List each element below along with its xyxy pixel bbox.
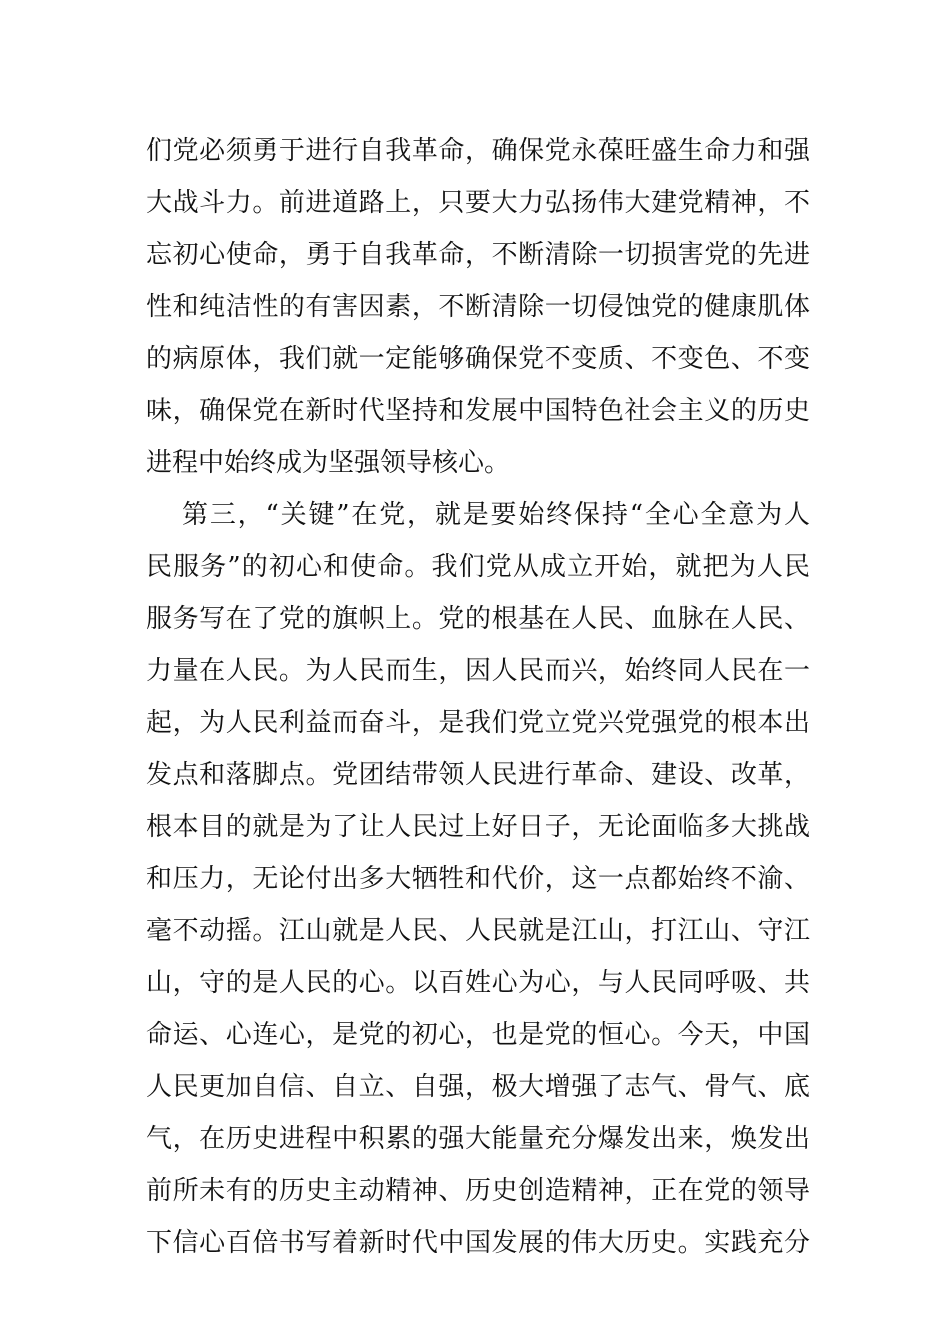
paragraph-start-line: 第三，“关键”在党，就是要始终保持“全心全意为人: [182, 500, 810, 530]
text-line: 气，在历史进程中积累的强大能量充分爆发出来，焕发出: [146, 1124, 810, 1154]
document-body: [146, 125, 810, 1269]
text-line: 服务写在了党的旗帜上。党的根基在人民、血脉在人民、: [146, 604, 810, 634]
text-line: 性和纯洁性的有害因素，不断清除一切侵蚀党的健康肌体: [146, 292, 810, 322]
text-line: 大战斗力。前进道路上，只要大力弘扬伟大建党精神，不: [146, 188, 810, 218]
text-line: 起，为人民利益而奋斗，是我们党立党兴党强党的根本出: [146, 708, 810, 738]
text-line: 发点和落脚点。党团结带领人民进行革命、建设、改革，: [146, 760, 810, 790]
text-line: 人民更加自信、自立、自强，极大增强了志气、骨气、底: [146, 1072, 810, 1102]
text-line: 命运、心连心，是党的初心，也是党的恒心。今天，中国: [146, 1020, 810, 1050]
text-line: 前所未有的历史主动精神、历史创造精神，正在党的领导: [146, 1176, 810, 1206]
text-line: 味，确保党在新时代坚持和发展中国特色社会主义的历史: [146, 396, 810, 426]
text-line: 下信心百倍书写着新时代中国发展的伟大历史。实践充分: [146, 1228, 810, 1258]
text-line: 们党必须勇于进行自我革命，确保党永葆旺盛生命力和强: [146, 136, 810, 166]
text-line: 民服务”的初心和使命。我们党从成立开始，就把为人民: [146, 552, 810, 582]
text-line: 毫不动摇。江山就是人民、人民就是江山，打江山、守江: [146, 916, 810, 946]
text-line: 的病原体，我们就一定能够确保党不变质、不变色、不变: [146, 344, 810, 374]
text-line: 和压力，无论付出多大牺牲和代价，这一点都始终不渝、: [146, 864, 810, 894]
text-line: 力量在人民。为人民而生，因人民而兴，始终同人民在一: [146, 656, 810, 686]
text-line: 根本目的就是为了让人民过上好日子，无论面临多大挑战: [146, 812, 810, 842]
text-line: 进程中始终成为坚强领导核心。: [146, 448, 511, 478]
text-line: 山，守的是人民的心。以百姓心为心，与人民同呼吸、共: [146, 968, 810, 998]
text-line: 忘初心使命，勇于自我革命，不断清除一切损害党的先进: [146, 240, 810, 270]
